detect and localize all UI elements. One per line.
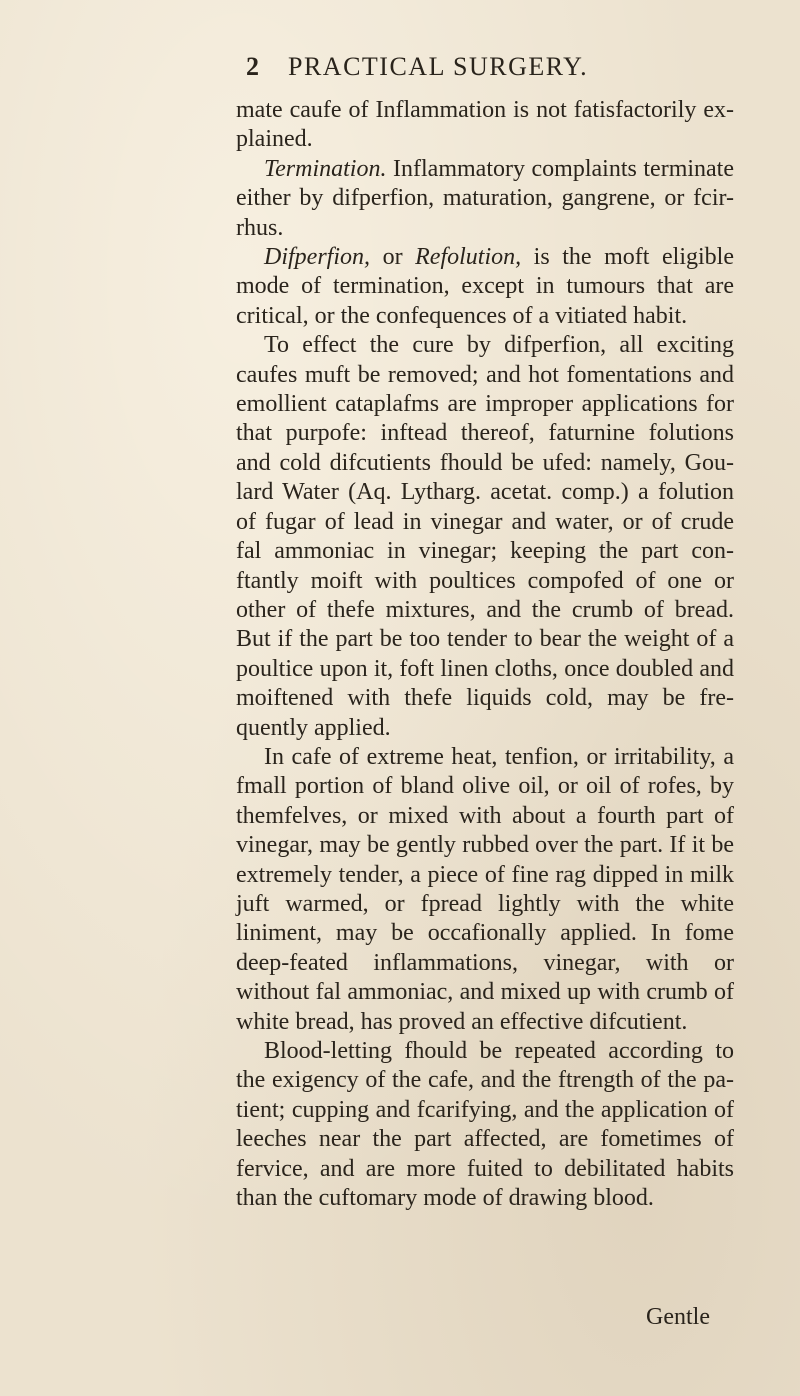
paragraph-text: or [370,244,416,271]
paragraph-text: To effect the cure by difperfion, all exciting caufes muft be removed; and hot fomentations and emollient cataplafms are improper applications for that purpofe: inftead thereof, faturnine folutions and cold difcutients fhould be ufed: namely, Gou-lard Water (Aq. Lytharg. acetat. comp.) a folution of fugar of lead in vinegar and water, or of crude fal ammoniac in vinegar; keeping the part con-ftantly moift with poultices compofed of one or other of thefe mixtures, and the crumb of bread. But if the part be too tender to bear the weight of a poultice upon it, foft linen cloths, once doubled and moiftened with thefe liquids cold, may be fre-quently applied. [236,332,734,741]
paragraph-cure [236,331,734,743]
paragraph-opening [236,96,734,155]
paragraph-blood-letting [236,1037,734,1213]
catchword: Gentle [646,1304,710,1330]
term-heading: Termination. [264,155,387,182]
paragraph-termination [236,155,734,243]
body-text [236,96,734,1213]
term-heading: Difperfion, [264,244,370,271]
paragraph-text: Inflammatory complaints terminate either by difperfion, maturation, gangrene, or fcir-rhus. [236,155,734,241]
paragraph-text: In cafe of extreme heat, tenfion, or irritability, a fmall portion of bland olive oil, or oil of rofes, by themfelves, or mixed with about a fourth part of vinegar, may be gently rubbed over the part. If it be extremely tender, a piece of fine rag dipped in milk juft warmed, or fpread lightly with the white liniment, may be occafionally applied. In fome deep-feated inflammations, vinegar, with or without fal ammoniac, and mixed up with crumb of white bread, has proved an effective difcutient. [236,743,734,1035]
paragraph-text: mate caufe of Inflammation is not fatisfactorily ex-plained. [236,97,734,153]
page-header [0,52,800,92]
paragraph-text: is the moft eligible mode of termination, except in tumours that are critical, or the confequences of a vitiated habit. [236,244,734,329]
paragraph-text: Blood-letting fhould be repeated according to the exigency of the cafe, and the ftrength of the pa-tient; cupping and fcarifying, and the application of leeches near the part affected, are fometimes of fervice, and are more fuited to debilitated habits than the cuftomary mode of drawing blood. [236,1038,734,1212]
paragraph-difperfion [236,243,734,331]
paragraph-extreme-heat [236,743,734,1037]
running-head: PRACTICAL SURGERY. [288,52,589,81]
term-heading: Refolution, [415,244,522,271]
page-number: 2 [246,52,259,81]
